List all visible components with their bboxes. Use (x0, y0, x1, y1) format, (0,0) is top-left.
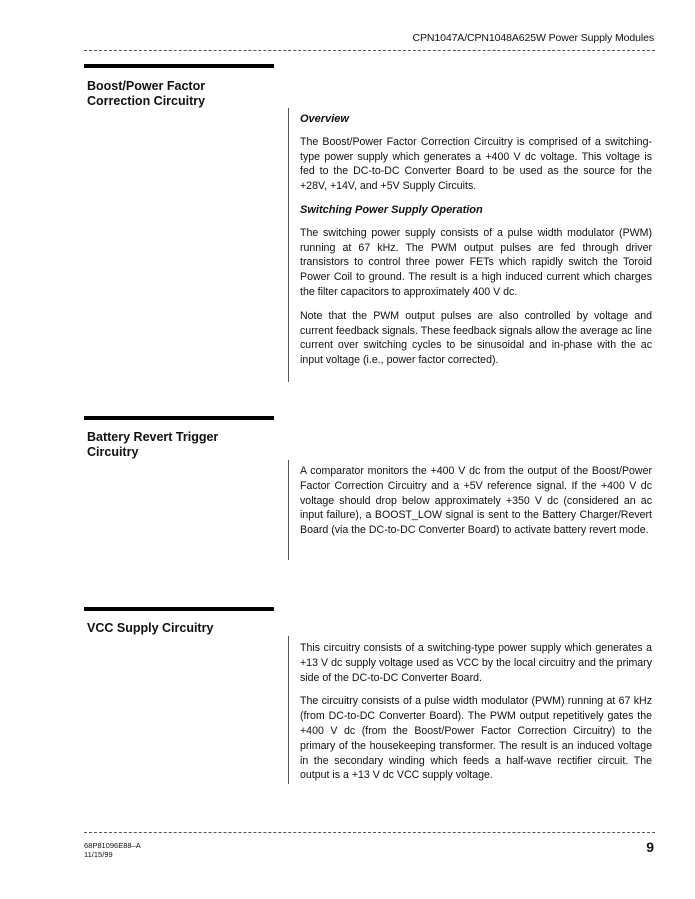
section-content-boost (300, 112, 652, 377)
section-bar (84, 416, 274, 420)
section-bar (84, 64, 274, 68)
footer-divider (84, 832, 655, 833)
section-title-boost: Boost/Power Factor Correction Circuitry (87, 79, 206, 108)
subheading-switching-operation: Switching Power Supply Operation (300, 203, 483, 216)
paragraph: This circuitry consists of a switching-type power supply which generates a +13 V dc supply voltage used as VCC by the local circuitry and the primary side of the DC-to-DC Converter Board. (300, 642, 652, 684)
page-header-title: CPN1047A/CPN1048A625W Power Supply Modules (412, 32, 654, 44)
section-title-vcc-supply: VCC Supply Circuitry (87, 621, 214, 635)
section-title-battery-revert: Battery Revert Trigger Circuitry (87, 430, 219, 459)
paragraph: Note that the PWM output pulses are also controlled by voltage and current feedback signals. These feedback signals allow the average ac line current over switching cycles to be sinusoidal and in-phase with the ac input voltage (i.e., power factor corrected). (300, 309, 652, 367)
paragraph: The Boost/Power Factor Correction Circuitry is comprised of a switching-type power supply which generates a +400 V dc voltage. This voltage is fed to the DC-to-DC Converter Board to be used as the source for the +28V, +14V, and +5V Supply Circuits. (300, 135, 652, 193)
page-number: 9 (646, 839, 654, 855)
section-vertical-rule (288, 460, 289, 560)
section-vertical-rule (288, 636, 289, 784)
section-vertical-rule (288, 108, 289, 382)
paragraph: The switching power supply consists of a pulse width modulator (PWM) running at 67 kHz. The PWM output pulses are fed through driver transistors to control three power FETs which rapidly switch the Toroid Power Coil to ground. The result is a high induced current which charges the filter capacitors to approximately 400 V dc. (300, 226, 652, 298)
subheading-overview: Overview (300, 113, 349, 125)
section-bar (84, 607, 274, 611)
footer-doc-info (84, 842, 141, 859)
section-content-battery-revert (300, 464, 652, 547)
doc-date: 11/15/99 (84, 849, 113, 859)
paragraph: A comparator monitors the +400 V dc from the output of the Boost/Power Factor Correction Circuitry and a +5V reference signal. If the +400 V dc voltage should drop below approximately +350 V dc (considered an ac input failure), a BOOST_LOW signal is sent to the Battery Charger/Revert Board (via the DC-to-DC Converter Board) to activate battery revert mode. (300, 465, 652, 537)
header-divider (84, 50, 655, 51)
section-content-vcc-supply (300, 641, 652, 792)
doc-number: 68P81096E88–A (84, 841, 141, 850)
paragraph: The circuitry consists of a pulse width modulator (PWM) running at 67 kHz (from DC-to-DC Converter Board). The PWM output repetitively gates the +400 V dc (from the Boost/Power Factor Correction Circuitry) to the primary of the housekeeping transformer. The result is an induced voltage in the secondary winding which feeds a half-wave rectifier circuit. The output is a +13 V dc VCC supply voltage. (300, 695, 652, 782)
